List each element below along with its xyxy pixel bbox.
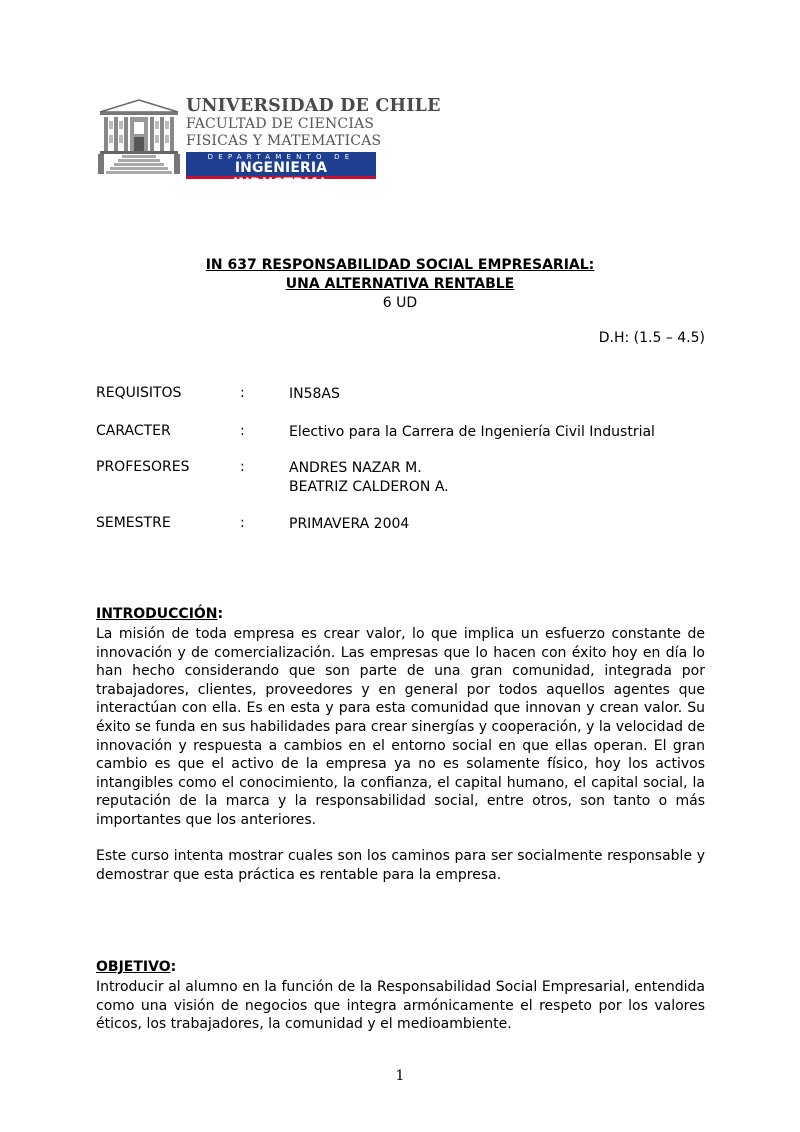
meta-colon: :	[240, 385, 245, 401]
department-banner	[186, 152, 376, 192]
faculty-line-2: FISICAS Y MATEMATICAS	[186, 133, 382, 149]
course-units: 6 UD	[382, 295, 418, 311]
course-dh: D.H: (1.5 – 4.5)	[598, 330, 705, 346]
heading-colon: :	[170, 959, 177, 975]
meta-label: SEMESTRE	[96, 515, 171, 531]
department-name: INGENIERIA INDUSTRIAL	[232, 160, 330, 192]
meta-colon: :	[240, 423, 245, 439]
page-number: 1	[395, 1068, 405, 1084]
introduccion-heading-text: INTRODUCCIÓN	[96, 606, 218, 622]
introduccion-paragraph-1: La misión de toda empresa es crear valor, lo que implica un esfuerzo constante de innovación y de comercialización. Las empresas que lo hacen con éxito hoy en día lo han hecho considerando que son parte de una gran comunidad, integrada por trabajadores, clientes, proveedores y en general por todos aquellos agentes que interactúan con ella. Es en esta y para esta comunidad que innovan y crean valor. Su éxito se funda en sus habilidades para crear sinergías y cooperación, y la velocidad de innovación y respuesta a cambios en el entorno social en que ellas operan. El gran cambio es que el activo de la empresa ya no es solamente físico, hoy los activos intangibles como el conocimiento, la confianza, el capital humano, el capital social, la reputación de la marca y la responsabilidad social, entre otros, son tanto o más importantes que los anteriores.	[96, 626, 705, 828]
introduccion-paragraph-2: Este curso intenta mostrar cuales son los caminos para ser socialmente responsable y demostrar que esta práctica es rentable para la empresa.	[96, 848, 705, 883]
objetivo-heading-text: OBJETIVO	[96, 959, 171, 975]
professor-1: ANDRES NAZAR M.	[289, 460, 422, 476]
meta-label: REQUISITOS	[96, 385, 182, 401]
university-building-icon	[96, 98, 182, 176]
heading-colon: :	[217, 606, 224, 622]
department-label: DEPARTAMENTO DE	[207, 153, 355, 161]
introduccion-heading	[96, 606, 223, 622]
meta-value: Electivo para la Carrera de Ingeniería Civil Industrial	[289, 424, 655, 440]
meta-label: PROFESORES	[96, 459, 190, 475]
meta-label: CARACTER	[96, 423, 171, 439]
meta-value	[289, 459, 449, 497]
meta-value: PRIMAVERA 2004	[289, 516, 410, 532]
meta-colon: :	[240, 459, 245, 475]
university-logo	[96, 96, 441, 192]
course-title-line-1: IN 637 RESPONSABILIDAD SOCIAL EMPRESARIAL:	[205, 257, 595, 273]
university-name: UNIVERSIDAD DE CHILE	[186, 96, 441, 116]
objetivo-paragraph: Introducir al alumno en la función de la Responsabilidad Social Empresarial, entendida como una visión de negocios que integra armónicamente el respeto por los valores éticos, los trabajadores, la comunidad y el medioambiente.	[96, 979, 705, 1033]
course-title-line-2: UNA ALTERNATIVA RENTABLE	[285, 276, 515, 292]
meta-colon: :	[240, 515, 245, 531]
meta-value: IN58AS	[289, 386, 340, 402]
objetivo-heading	[96, 959, 176, 975]
faculty-line-1: FACULTAD DE CIENCIAS	[186, 116, 375, 132]
professor-2: BEATRIZ CALDERON A.	[289, 479, 449, 495]
